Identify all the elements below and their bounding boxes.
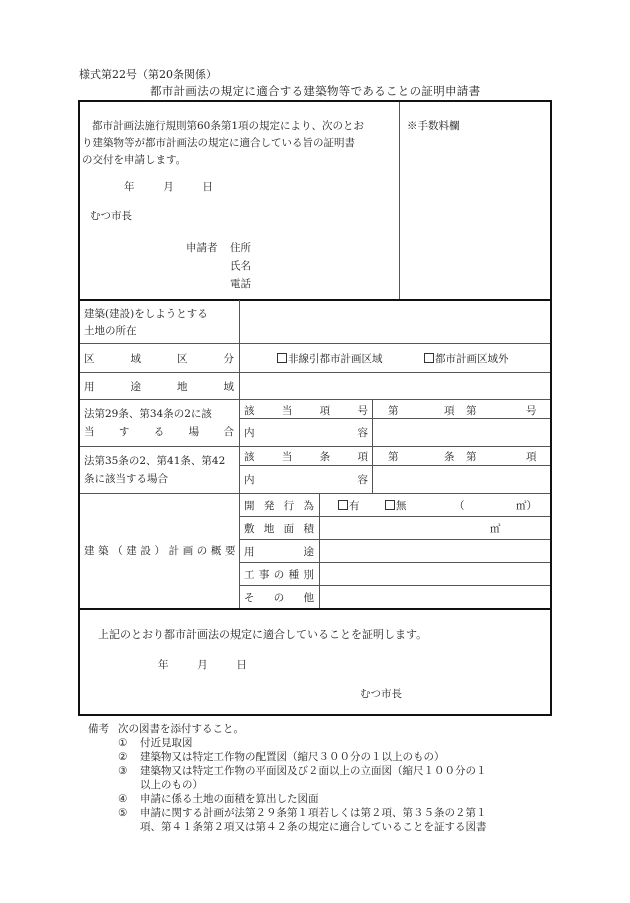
law29-label-line1: 法第29条、第34条の2に該 [84,408,212,420]
site-area-label [244,521,314,536]
dev-area-open-paren: （ [454,500,465,512]
content-label-2 [244,472,368,487]
content-label-char: 内 [244,427,255,439]
item-value-char: 項 [444,405,455,417]
application-date[interactable] [124,179,213,194]
item-value-char: 第 [388,405,399,417]
dev-act-label [244,498,314,513]
item-label-char: 該 [244,405,255,417]
zone-label-char: 域 [130,353,141,365]
other-field[interactable] [324,586,546,608]
notes-label: 備考 [88,723,109,735]
note-text: 申請に関する計画が法第２９条第１項若しくは第２項、第３５条の２第１ [140,807,487,819]
use-zone-label-char: 域 [223,381,234,393]
zone-classification-label [84,351,234,366]
ctype-char: 別 [303,569,314,581]
note-item [88,750,487,764]
certification-issuer: むつ市長 [360,688,402,700]
dev-yes-option[interactable] [338,498,360,513]
note-number: ③ [118,765,128,777]
location-label-line2: 土地の所在 [84,325,137,337]
other-char: の [273,592,285,604]
row-divider [80,493,550,494]
note-text: 建築物又は特定工作物の平面図及び２面以上の立面図（縮尺１００分の１ [140,765,487,777]
applicant-label: 申請者 [186,242,218,254]
certification-text: 上記のとおり都市計画法の規定に適合していることを証明します。 [98,628,428,641]
use-zone-field[interactable] [244,372,546,399]
site-char: 積 [303,523,314,535]
dev-char: 発 [263,500,275,512]
note-text: 以上のもの） [140,779,203,791]
other-char: 他 [303,592,314,604]
item-label-char: 項 [319,405,331,417]
note-number: ⑤ [118,807,128,819]
ctype-char: 種 [288,569,300,581]
checkbox-icon[interactable] [338,500,348,510]
law29-char: 当 [84,426,95,438]
cert-day-label: 日 [236,659,247,671]
certification-date [158,657,247,672]
checkbox-icon[interactable] [277,353,287,363]
dev-char: 行 [283,500,295,512]
construction-type-label [244,567,314,582]
item-value-char: 第 [466,405,477,417]
law29-char: 場 [188,426,200,438]
purpose-field[interactable] [324,540,546,562]
site-char: 面 [283,523,295,535]
site-char: 敷 [244,523,255,535]
fee-column-divider [399,102,400,299]
law29-item-field[interactable] [378,403,544,419]
location-field[interactable] [244,300,546,343]
notes-intro: 次の図書を添付すること。 [118,723,244,735]
date-day-label: 日 [202,181,213,193]
zone-label-char: 区 [177,353,188,365]
site-area-unit: ㎡ [490,523,501,535]
purpose-char: 途 [303,546,314,558]
plan-overview-label: 建築（建設）計画の概要 [84,545,240,557]
row-divider [80,446,550,447]
zone-option1-label: 非線引都市計画区域 [288,353,383,365]
form-title: 都市計画法の規定に適合する建築物等であることの証明申請書 [150,84,481,98]
application-body-line3: の交付を申請します。 [82,154,187,166]
article-label-char: 該 [244,451,255,463]
row-divider [80,399,550,400]
law35-article-field[interactable] [378,449,544,465]
article-value-char: 項 [526,451,537,463]
law29-char: る [153,426,165,438]
note-text: 項、第４１条第２項又は第４２条の規定に適合していることを証する図書 [140,821,487,833]
zone-label-char: 分 [223,353,234,365]
note-text: 建築物又は特定工作物の配置図（縮尺３００分の１以上のもの） [140,751,445,763]
law29-char: 合 [223,426,234,438]
article-value-char: 条 [444,451,455,463]
note-item [88,792,487,806]
content-label-char: 容 [357,474,368,486]
addressee-mayor: むつ市長 [90,210,132,222]
applicable-article-label [244,449,368,464]
note-text: 申請に係る土地の面積を算出した図面 [140,793,319,805]
use-zone-label-char: 地 [177,381,188,393]
zone-option-outside-area[interactable] [424,351,509,366]
article-label-char: 当 [281,451,293,463]
article-value-char: 第 [388,451,399,463]
law29-content-field[interactable] [378,419,544,446]
law35-label-line2: 条に該当する場合 [84,473,168,485]
ctype-char: の [273,569,285,581]
zone-option2-label: 都市計画区域外 [435,353,509,365]
cert-month-label: 月 [197,659,208,671]
dev-yes-label: 有 [349,500,360,512]
use-zone-label-char: 用 [84,381,95,393]
content-label-char: 内 [244,474,255,486]
note-item [88,806,487,834]
note-number: ④ [118,793,128,805]
item-label-char: 当 [281,405,293,417]
cert-year-label: 年 [158,659,169,671]
law29-char: す [118,426,130,438]
content-label-char: 容 [357,427,368,439]
note-number: ② [118,751,128,763]
use-zone-label-char: 途 [130,381,141,393]
applicant-address-field[interactable]: 住所 [230,242,251,254]
fee-label: ※手数料欄 [407,120,460,132]
form-number: 様式第22号（第20条関係） [79,68,217,81]
dev-no-label: 無 [396,500,407,512]
law35-label-line1: 法第35条の2、第41条、第42 [84,455,226,467]
note-item [88,736,487,750]
note-number: ① [118,737,128,749]
date-year-label: 年 [124,181,135,193]
row-divider [239,516,550,517]
dev-no-option[interactable] [385,498,407,513]
item-label-char: 号 [357,405,368,417]
other-char: そ [244,592,255,604]
note-text: 付近見取図 [140,737,193,749]
application-body-line1: 都市計画法施行規則第60条第1項の規定により、次のとお [92,120,365,132]
article-label-char: 条 [319,451,331,463]
section-divider [80,608,550,610]
use-zone-label [84,379,234,394]
zone-label-char: 区 [84,353,95,365]
dev-area-unit: ㎡） [516,500,537,512]
location-label-line1: 建築(建設)をしようとする [84,308,208,320]
notes-section [88,722,487,834]
checkbox-icon[interactable] [385,500,395,510]
purpose-label [244,544,314,559]
plan-value-divider [319,493,320,608]
dev-char: 為 [303,500,314,512]
applicant-name-field[interactable]: 氏名 [230,260,251,272]
other-label [244,590,314,605]
article-value-char: 第 [466,451,477,463]
law29-label-line2 [84,424,234,439]
application-form-table [78,100,552,716]
site-char: 地 [263,523,275,535]
applicant-phone-field[interactable]: 電話 [230,278,251,290]
application-body-line2: り建築物等が都市計画法の規定に適合している旨の証明書 [82,137,355,149]
notes-list [88,736,487,834]
law35-content-field[interactable] [378,466,544,493]
dev-char: 開 [244,500,255,512]
item-value-char: 号 [526,405,537,417]
ctype-char: 工 [244,569,255,581]
applicable-item-label [244,403,368,418]
date-month-label: 月 [163,181,174,193]
purpose-char: 用 [244,546,255,558]
note-item [88,764,487,792]
checkbox-icon[interactable] [424,353,434,363]
ctype-char: 事 [258,569,270,581]
row-divider [80,343,550,344]
article-label-char: 項 [357,451,368,463]
content-label [244,425,368,440]
zone-option-non-delineated[interactable] [277,351,383,366]
construction-type-field[interactable] [324,563,546,585]
